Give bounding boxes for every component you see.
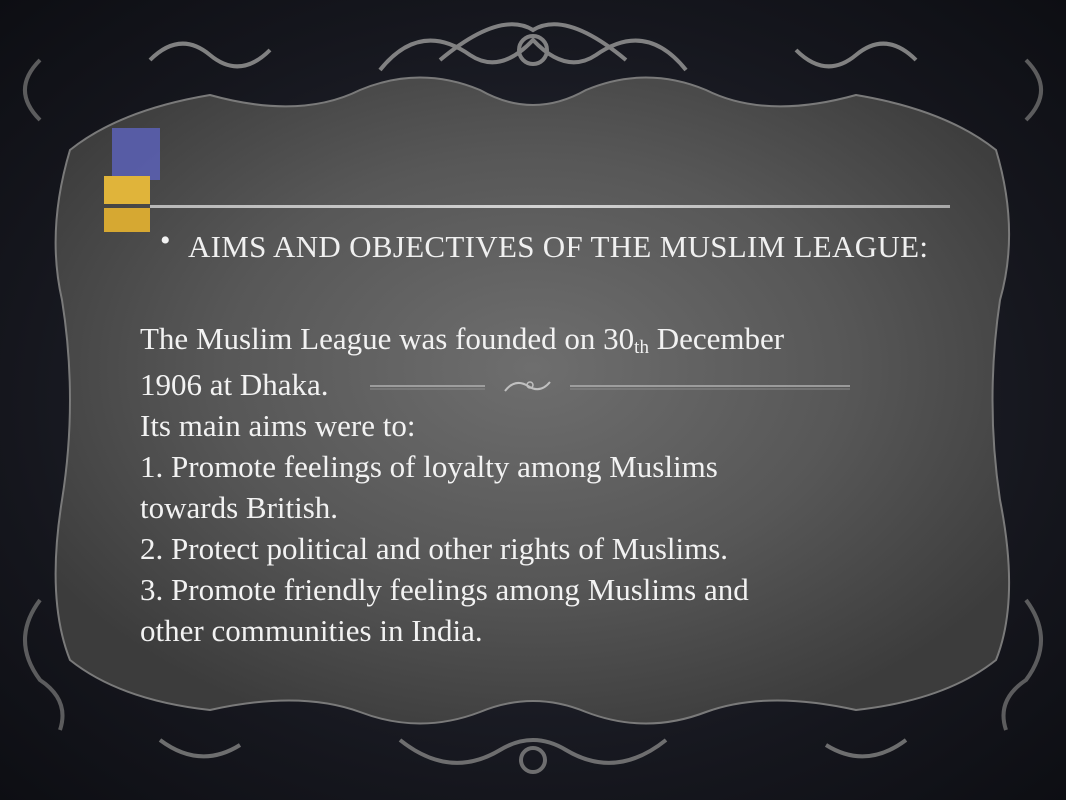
top-ornament: [150, 24, 916, 70]
aim-3-line-2: other communities in India.: [140, 613, 483, 648]
slide-body: [140, 318, 1000, 651]
aim-2: 2. Protect political and other rights of Muslims.: [140, 531, 729, 566]
side-ornament-left: [25, 60, 63, 730]
founded-line-2: 1906 at Dhaka.: [140, 367, 329, 402]
side-ornament-right: [1004, 60, 1042, 730]
bottom-ornament: [160, 740, 906, 772]
aims-intro: Its main aims were to:: [140, 408, 416, 443]
accent-block-gold: [104, 176, 150, 204]
aim-3-line-1: 3. Promote friendly feelings among Muslims and: [140, 572, 749, 607]
bullet-icon: •: [160, 224, 171, 257]
title-rule: [150, 205, 950, 208]
aim-1-line-1: 1. Promote feelings of loyalty among Muslims: [140, 449, 718, 484]
slide-heading: AIMS AND OBJECTIVES OF THE MUSLIM LEAGUE:: [188, 229, 929, 264]
founded-text: The Muslim League was founded on $30_{th}$ December: [140, 321, 785, 358]
ordinal-suffix: th: [634, 337, 649, 358]
accent-block-gold: [104, 208, 150, 232]
accent-block-blue: [112, 128, 160, 180]
aim-1-line-2: towards British.: [140, 490, 339, 525]
founded-line: [140, 318, 998, 364]
